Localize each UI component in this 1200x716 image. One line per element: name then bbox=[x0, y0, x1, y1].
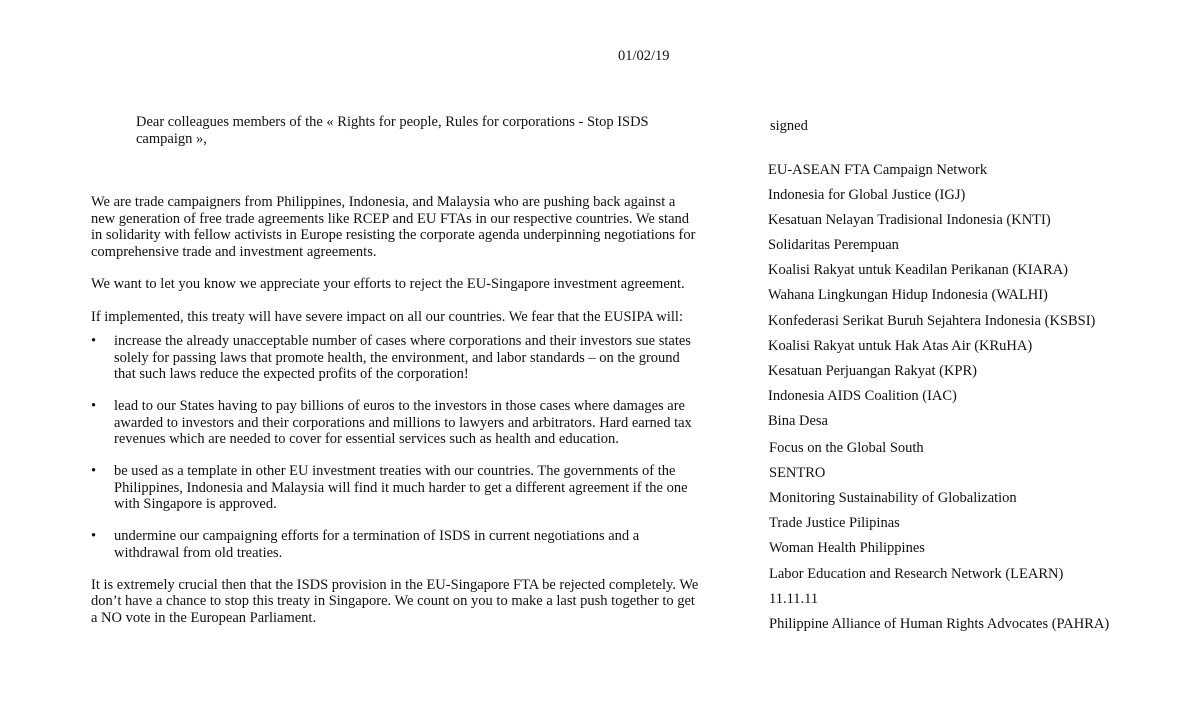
appreciation-paragraph: We want to let you know we appreciate your efforts to reject the EU-Singapore investment agreement. bbox=[91, 276, 685, 292]
list-item bbox=[91, 463, 703, 513]
list-item bbox=[91, 333, 703, 383]
salutation: Dear colleagues members of the « Rights for people, Rules for corporations - Stop ISDS campaign », bbox=[136, 114, 649, 147]
signatory: Solidaritas Perempuan bbox=[768, 237, 899, 254]
signatory: 11.11.11 bbox=[769, 590, 819, 607]
letter-date: 01/02/19 bbox=[618, 48, 670, 64]
signatory: Bina Desa bbox=[768, 412, 828, 429]
signatory: Wahana Lingkungan Hidup Indonesia (WALHI) bbox=[768, 287, 1048, 304]
list-item bbox=[91, 528, 703, 561]
signatories-column bbox=[768, 118, 1188, 641]
signatory: Woman Health Philippines bbox=[769, 540, 925, 557]
signatory: Kesatuan Nelayan Tradisional Indonesia (KNTI) bbox=[768, 212, 1051, 229]
signatory: Koalisi Rakyat untuk Hak Atas Air (KRuHA) bbox=[768, 337, 1033, 354]
impact-paragraph: If implemented, this treaty will have severe impact on all our countries. We fear that the EUSIPA will: bbox=[91, 308, 683, 325]
intro-paragraph: We are trade campaigners from Philippines, Indonesia, and Malaysia who are pushing back against a new generation of free trade agreements like RCEP and EU FTAs in our respective countries. We stand in solidarity with fellow activists in Europe resisting the corporate agenda underpinning negotiations for comprehensive trade and investment agreements. bbox=[91, 194, 696, 260]
signatory: Kesatuan Perjuangan Rakyat (KPR) bbox=[768, 362, 977, 379]
signatory: SENTRO bbox=[769, 465, 826, 482]
list-item bbox=[91, 398, 703, 448]
signatory: Indonesia AIDS Coalition (IAC) bbox=[768, 387, 957, 404]
signatory: Koalisi Rakyat untuk Keadilan Perikanan (KIARA) bbox=[768, 262, 1068, 279]
signatory: Trade Justice Pilipinas bbox=[769, 515, 900, 532]
signatories-list bbox=[768, 162, 1188, 641]
list-item-text: increase the already unacceptable number of cases where corporations and their investors sue states solely for passing laws that promote health, the environment, and labor standards – on the ground that such laws reduce the expected profits of the corporation! bbox=[114, 333, 691, 382]
list-item-text: undermine our campaigning efforts for a termination of ISDS in current negotiations and a withdrawal from old treaties. bbox=[114, 528, 640, 561]
signatory: EU-ASEAN FTA Campaign Network bbox=[768, 162, 988, 178]
list-item-text: lead to our States having to pay billions of euros to the investors in those cases where damages are awarded to investors and their corporations and millions to lawyers and arbitrators. Hard earned tax revenues which are needed to cover for essential services such as health and education. bbox=[114, 398, 692, 447]
bullet-icon: • bbox=[91, 463, 97, 479]
signatory: Labor Education and Research Network (LEARN) bbox=[769, 565, 1064, 582]
signatory: Indonesia for Global Justice (IGJ) bbox=[768, 187, 966, 204]
signatory: Konfederasi Serikat Buruh Sejahtera Indonesia (KSBSI) bbox=[768, 312, 1096, 329]
bullet-icon: • bbox=[91, 528, 97, 544]
list-item-text: be used as a template in other EU investment treaties with our countries. The governments of the Philippines, Indonesia and Malaysia will find it much harder to get a different agreement if the one with Singapore is approved. bbox=[114, 463, 688, 512]
closing-paragraph: It is extremely crucial then that the ISDS provision in the EU-Singapore FTA be rejected completely. We don’t have a chance to stop this treaty in Singapore. We count on you to make a last push together to get a NO vote in the European Parliament. bbox=[91, 576, 699, 626]
concerns-list bbox=[91, 333, 703, 561]
signatory: Philippine Alliance of Human Rights Advocates (PAHRA) bbox=[769, 615, 1110, 632]
letter-body bbox=[91, 194, 703, 626]
bullet-icon: • bbox=[91, 333, 97, 349]
signatory: Monitoring Sustainability of Globalization bbox=[769, 490, 1017, 507]
signed-label: signed bbox=[770, 118, 808, 134]
signatory: Focus on the Global South bbox=[769, 440, 924, 457]
bullet-icon: • bbox=[91, 398, 97, 414]
